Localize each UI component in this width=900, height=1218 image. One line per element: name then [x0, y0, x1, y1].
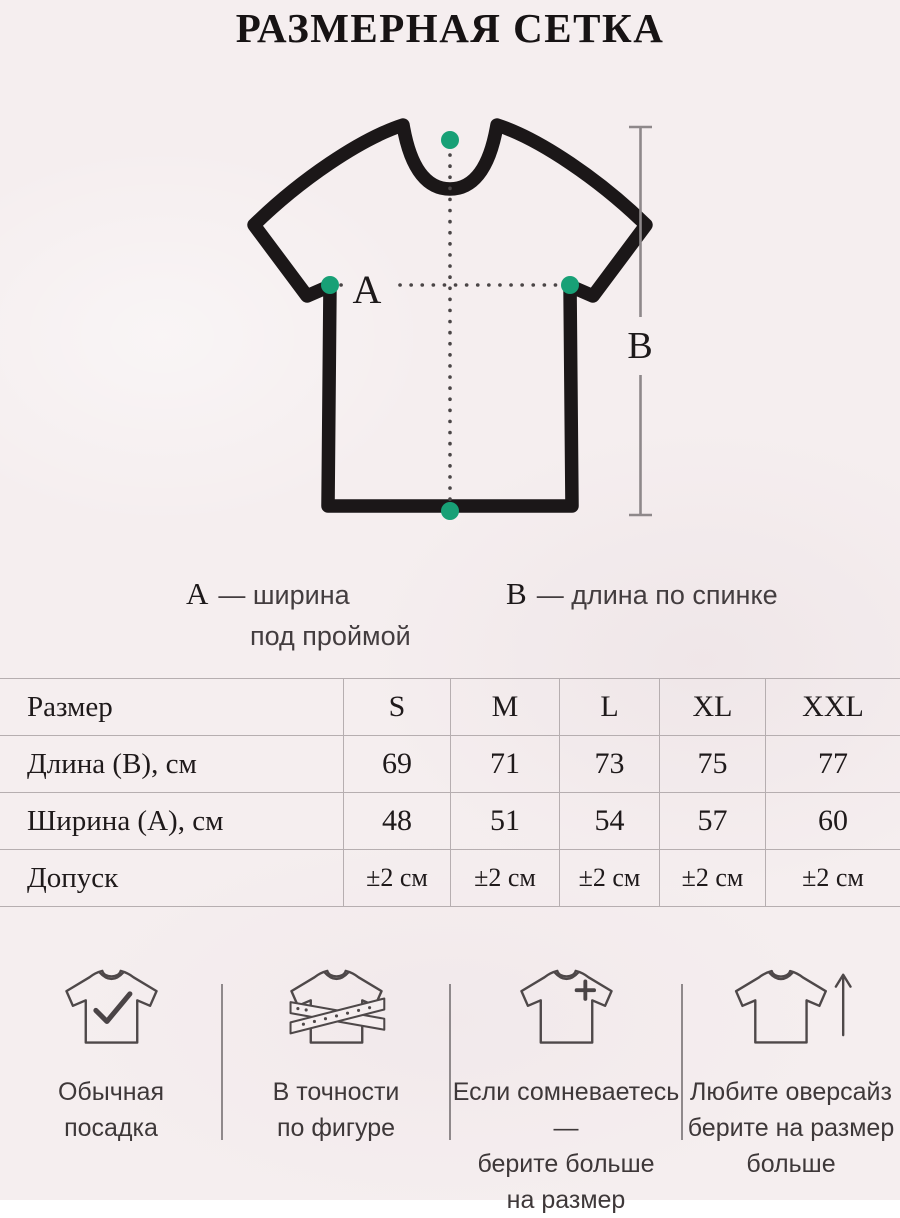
fit-caption: В точности по фигуре — [272, 1078, 400, 1142]
width-l: 54 — [559, 792, 659, 849]
width-letter-a: А — [352, 267, 382, 312]
left-armpit-dot — [321, 276, 339, 294]
legend-b-letter: В — [506, 576, 527, 611]
width-s: 48 — [343, 792, 450, 849]
fit-divider — [681, 984, 683, 1140]
size-table — [0, 678, 900, 907]
length-xxl: 77 — [765, 735, 900, 792]
check-icon — [95, 994, 129, 1022]
right-armpit-dot — [561, 276, 579, 294]
length-row-label: Длина (В), см — [0, 735, 343, 792]
table-header-label: Размер — [0, 678, 343, 735]
size-xxl-header: XXL — [765, 678, 900, 735]
legend-a-letter: А — [186, 576, 209, 611]
fit-item-regular — [0, 962, 222, 1146]
legend-a-line2: под проймой — [250, 621, 411, 651]
tolerance-xxl: ±2 см — [765, 849, 900, 907]
tolerance-row-label: Допуск — [0, 849, 343, 907]
hem-dot — [441, 502, 459, 520]
length-letter-b: В — [627, 325, 653, 367]
plus-tshirt-icon — [504, 962, 629, 1057]
check-tshirt-icon — [49, 962, 174, 1057]
size-xl-header: XL — [659, 678, 765, 735]
tolerance-xl: ±2 см — [659, 849, 765, 907]
length-measure-line — [629, 127, 652, 515]
length-m: 71 — [450, 735, 559, 792]
tolerance-l: ±2 см — [559, 849, 659, 907]
fit-divider — [221, 984, 223, 1140]
width-xl: 57 — [659, 792, 765, 849]
size-l-header: L — [559, 678, 659, 735]
fit-caption: Если сомневаетесь — берите больше на размер — [452, 1078, 680, 1214]
fit-item-doubt — [450, 962, 682, 1218]
fit-divider — [449, 984, 451, 1140]
width-row-label: Ширина (А), см — [0, 792, 343, 849]
fit-item-oversize — [682, 962, 900, 1182]
legend-length — [506, 576, 778, 612]
fit-item-exact — [222, 962, 450, 1146]
size-m-header: M — [450, 678, 559, 735]
plus-icon — [576, 981, 593, 998]
arrow-tshirt-icon — [726, 962, 856, 1057]
width-xxl: 60 — [765, 792, 900, 849]
size-s-header: S — [343, 678, 450, 735]
length-l: 73 — [559, 735, 659, 792]
page-title: РАЗМЕРНАЯ СЕТКА — [235, 5, 665, 51]
length-s: 69 — [343, 735, 450, 792]
tolerance-m: ±2 см — [450, 849, 559, 907]
fit-caption: Обычная посадка — [57, 1078, 164, 1142]
neck-dot — [441, 131, 459, 149]
legend-b-text: — длина по спинке — [536, 580, 778, 610]
width-m: 51 — [450, 792, 559, 849]
tshirt-outline — [254, 125, 646, 506]
fit-caption: Любите оверсайз берите на размер больше — [687, 1078, 895, 1178]
tape-tshirt-icon — [274, 962, 399, 1057]
tolerance-s: ±2 см — [343, 849, 450, 907]
legend-width — [186, 576, 411, 652]
arrow-up-icon — [836, 975, 851, 1035]
legend-a-text: — ширина — [218, 580, 350, 610]
length-xl: 75 — [659, 735, 765, 792]
